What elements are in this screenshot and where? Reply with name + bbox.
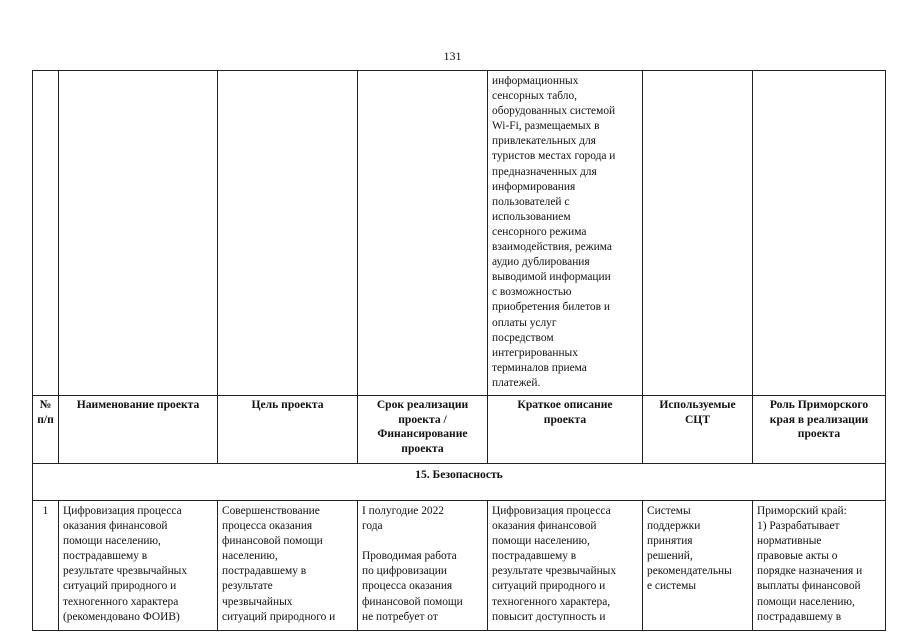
header-description: Краткое описание проекта (517, 398, 613, 426)
row1-num-cell (33, 501, 59, 631)
header-name: Наименование проекта (76, 398, 200, 411)
section-title: 15. Безопасность (415, 468, 503, 481)
header-name-cell (59, 396, 218, 464)
header-term-cell (358, 396, 488, 464)
header-term: Срок реализации проекта / Финансирование проекта (376, 398, 469, 455)
row1-num: 1 (42, 505, 49, 517)
page-number: 131 (443, 49, 462, 63)
row1-goal: Совершенствование процесса оказания финансовой помощи населению, пострадавшему в результате чрезвычайных ситуаций природного и (222, 505, 336, 623)
continuation-goal-cell (218, 71, 358, 396)
row1-tech-cell (643, 501, 753, 631)
header-tech: Используемые СЦТ (659, 398, 736, 426)
row1-tech: Системы поддержки принятия решений, рекомендательны е системы (647, 505, 732, 593)
continuation-description: информационных сенсорных табло, оборудованных системой Wi-Fi, размещаемых в привлекательных для туристов местах города и предназначенных для информирования пользователей с использованием сенсорного режима взаимодействия, режима аудио дублирования выводимой информации с возможностью приобретения билетов и оплаты услуг посредством интегрированных терминалов приема платежей. (492, 75, 616, 389)
header-num: № п/п (37, 398, 54, 426)
row1-role-cell (753, 501, 886, 631)
continuation-row (33, 71, 886, 396)
row1-term-cell (358, 501, 488, 631)
table-row (33, 501, 886, 631)
section-row (33, 464, 886, 501)
continuation-name-cell (59, 71, 218, 396)
header-role-cell (753, 396, 886, 464)
header-goal: Цель проекта (251, 398, 324, 411)
continuation-num-cell (33, 71, 59, 396)
header-role: Роль Приморского края в реализации проекта (769, 398, 869, 440)
header-num-cell (33, 396, 59, 464)
row1-name: Цифровизация процесса оказания финансовой помощи населению, пострадавшему в результате чрезвычайных ситуаций природного и техногенного характера (рекомендовано ФОИВ) (63, 505, 188, 623)
section-cell (33, 464, 886, 501)
row1-goal-cell (218, 501, 358, 631)
continuation-tech-cell (643, 71, 753, 396)
header-tech-cell (643, 396, 753, 464)
row1-name-cell (59, 501, 218, 631)
continuation-role-cell (753, 71, 886, 396)
row1-description-cell (488, 501, 643, 631)
continuation-description-cell (488, 71, 643, 396)
header-description-cell (488, 396, 643, 464)
projects-table (32, 70, 886, 631)
row1-term: I полугодие 2022 года Проводимая работа по цифровизации процесса оказания финансовой помощи не потребует от (362, 505, 463, 623)
header-row (33, 396, 886, 464)
continuation-term-cell (358, 71, 488, 396)
header-goal-cell (218, 396, 358, 464)
row1-description: Цифровизация процесса оказания финансовой помощи населению, пострадавшему в результате чрезвычайных ситуаций природного и техногенного характера, повысит доступность и (492, 505, 617, 623)
row1-role: Приморский край: 1) Разрабатывает нормативные правовые акты о порядке назначения и выплаты финансовой помощи населению, пострадавшему в (757, 505, 863, 623)
